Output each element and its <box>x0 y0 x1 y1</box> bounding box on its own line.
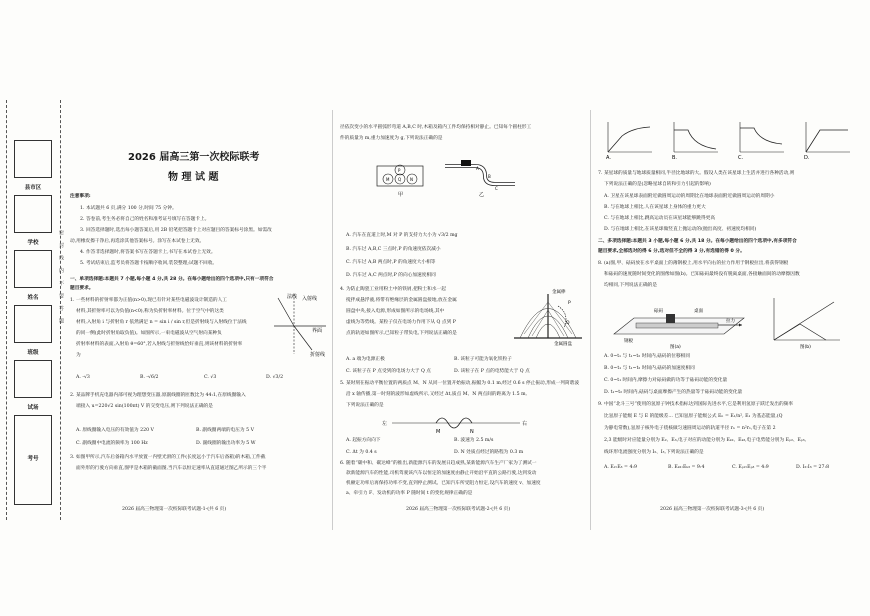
section-1-heading-cont: 题目要求。 <box>70 286 94 291</box>
q3-option-d[interactable]: D. 汽车过 A,C 两点时,P 的向心加速度相同 <box>346 273 436 278</box>
q9-option-b[interactable]: B. Eₖ₂:Eₖ₃ = 9:4 <box>668 465 705 470</box>
q8-line: 和砝码的速度随时间变化的图像如图(b)。已知砝码最终没有脱离桌面,各接触面间的动摩擦因数 <box>604 272 800 277</box>
q4-figure <box>510 284 585 346</box>
q1-option-d[interactable]: D. √3/2 <box>266 375 284 380</box>
q3-fig-label: N <box>410 177 413 182</box>
q8-option-a[interactable]: A. 0~t₁ 与 t₁~t₂ 时间内,砝码的位移相同 <box>604 354 691 359</box>
q1-option-a[interactable]: A. -√3 <box>76 375 90 380</box>
q7-option-b[interactable]: B. 与在地球上相比,人在该星球上身体的重力更大 <box>604 205 706 210</box>
notes-item: 动,用橡皮擦干净后,再选涂其他答案标号。涂写在本试卷上无效。 <box>70 239 205 244</box>
q1-line: 折射率材料的表面,入射角 θ=60°,若入射线与折射线恰好垂直,则该材料的折射率 <box>76 342 243 347</box>
column-divider <box>332 110 333 530</box>
q3-line: 径依次变小的水平圆弧形弯道 A,B,C 时,木箱及箱内工件均保持相对静止。已知每个圆柱形工 <box>340 125 532 130</box>
q4-fig-label: 金属棒 <box>552 290 566 295</box>
q3-fig-label: 乙 <box>479 192 485 198</box>
q4-option-a[interactable]: A. a 端为电源正极 <box>346 357 385 362</box>
q3-fig-label: B <box>488 174 491 179</box>
q6-line: 6. 随着“碳中和、碳达峰”的推出,新能源汽车的发展日趋成熟,某新能源汽车生产厂家为了测试一 <box>340 461 537 466</box>
q9-option-a[interactable]: A. E₂:E₃ = 4:9 <box>604 465 637 470</box>
q3-line: 3. 如图甲所示,汽车后备箱内水平放置一内壁光滑的工件(长度远小于汽车后备箱)的木箱,工件截 <box>70 455 266 460</box>
q6-option-a[interactable]: A. <box>606 155 611 160</box>
q9-line: 比氢原子能级 E 与 E 的能级差... 已知氢原子能级公式 Eₙ = E₁/n², E₁ 为基态能量,(Q <box>604 414 783 419</box>
q8-fig-label: 图(a) <box>670 345 681 350</box>
q5-option-b[interactable]: B. 波速为 2.5 m/s <box>454 438 494 443</box>
q2-option-c[interactable]: C. 副线圈中电流的频率为 100 Hz <box>76 441 148 446</box>
q6-graphs <box>598 118 858 160</box>
section-2-heading-cont: 题目要求,全部选对的得 6 分,选对但不全的得 3 分,有选错的得 0 分。 <box>598 249 745 254</box>
q1-option-b[interactable]: B. -√6/2 <box>140 375 159 380</box>
field-label-exam-no: 考号 <box>27 456 39 462</box>
section-2-heading: 二、多项选择题:本题共 3 小题,每小题 6 分,共 18 分。在每小题给出的四个选项中,有多项符合 <box>598 239 797 244</box>
q3-fig-label: A <box>476 166 479 171</box>
field-label-class: 班级 <box>27 350 39 356</box>
field-box-county <box>14 140 52 178</box>
q8-option-c[interactable]: C. 0~t₁ 时间内,摩擦力对砝码做的功等于砝码动能的变化量 <box>604 378 728 383</box>
notes-item: 3. 回答选择题时,选出每小题答案后,用 2B 铅笔把答题卡上对应题目的答案标号涂黑。如需改 <box>80 228 272 233</box>
field-box-school <box>14 195 52 233</box>
section-1-heading: 一、单项选择题:本题共 7 小题,每小题 4 分,共 28 分。在每小题给出的四个选项中,只有一项符合 <box>70 277 274 282</box>
q4-line: 圆盘中央,接入电源,形成如图所示的电场线,其中 <box>346 309 445 314</box>
q1-fig-label: 折射线 <box>310 352 326 358</box>
field-box-room <box>14 360 52 398</box>
q3-fig-label: 甲 <box>398 192 404 198</box>
q2-option-b[interactable]: B. 副线圈两端的电压为 5 V <box>196 428 254 433</box>
q3-line: 件的质量为 m,重力加速度为 g,下列说法正确的是 <box>340 136 443 141</box>
q1-figure <box>272 290 328 358</box>
q7-line: 7. 某星球的质量与地球质量相同,半径比地球的大。假设人类在该星球上生活并进行各种活动,则 <box>598 171 795 176</box>
q3-figure <box>375 146 525 206</box>
q1-line: 的同一侧(此时折射角取负值)。如图所示,一束电磁波从空气射向某种负 <box>76 331 222 336</box>
q3-fig-label: M <box>386 177 390 182</box>
exam-subtitle: 物 理 试 题 <box>168 172 219 183</box>
q4-line: 点的轨迹如图所示,已知粒子带负电,下列说法正确的是 <box>346 331 457 336</box>
q8-line: 8. (a)图,甲、砝码放在水平桌面上的薄钢板上,用水平向右的拉力作用于钢板拉出,将获得钢板 <box>598 261 789 266</box>
seal-text: 密 封 线 内 不 要 答 题 <box>58 230 64 327</box>
q4-line: 虚线为等势线。某粒子仅在电场力作用下从 Q 点到 P <box>346 320 456 325</box>
q6-line: a、牵引力 F、发动机的功率 P 随时间 t 的变化规律正确的是 <box>346 491 473 496</box>
notes-heading: 注意事项: <box>70 194 91 199</box>
q8-option-d[interactable]: D. t₁~t₂ 时间内,砝码与桌面摩擦产生的热量等于砝码动能的变化量 <box>604 390 743 395</box>
page-footer: 2026 届高三物理第一次校际联考试题-1-(共 6 页) <box>122 507 227 512</box>
q7-option-a[interactable]: A. 卫星在该星球表面附近做圆周运动的周期比在地球表面附近做圆周运动的周期小 <box>604 194 775 199</box>
q1-line: 材料,其折射率可以为负值(n<0),称为负折射率材料。位于空气中的这类 <box>76 309 224 314</box>
page-footer: 2026 届高三物理第一次校际联考试题-2-(共 6 页) <box>406 507 511 512</box>
field-label-county: 县市区 <box>24 185 42 191</box>
notes-item: 5. 考试结束后,监考员将答题卡按顺序收回,装袋整理;试题不回收。 <box>80 261 218 266</box>
dash-line-left <box>6 100 7 520</box>
q9-line: 9. 中国“北斗三号”使用的氢原子钟技术指标达到国际先进水平,它是利用氢原子跃迁发出的频率 <box>598 402 794 407</box>
notes-item: 1. 本试题共 6 页,满分 100 分,时间 75 分钟。 <box>80 206 177 211</box>
q3-line: 面外形的行驶方向垂直,图甲是木箱的截面图,当汽车以恒定速率从直道通过图乙所示的三个半 <box>76 466 267 471</box>
q1-option-c[interactable]: C. √3 <box>204 375 217 380</box>
q2-line: 端接入 u=220√2 sin(100πt) V 的交变电压,则下列说法正确的是 <box>76 404 213 409</box>
q4-fig-label: Q <box>566 321 570 326</box>
q5-fig-label: 左 <box>382 421 388 427</box>
q6-option-c[interactable]: C. <box>738 155 744 160</box>
notes-item: 2. 答卷前,考生务必将自己的姓名和准考证号填写在答题卡上。 <box>80 217 210 222</box>
q7-line: 下列说法正确的是(忽略星球自转和引力引起的影响) <box>604 182 711 187</box>
q4-line: 搅拌成悬浮液,将带有绝缘层的金属圆盘接地,放在金属 <box>346 298 457 303</box>
q2-option-a[interactable]: A. 原线圈输入电压的有效值为 220 V <box>76 428 154 433</box>
q6-graph-c <box>738 122 784 160</box>
q5-line: 下列说法正确的是 <box>346 403 384 408</box>
q1-fig-label: 入射线 <box>302 296 318 302</box>
q5-fig-label: N <box>470 429 474 435</box>
q1-line: 1. 一些材料的折射率都为正值(n>0),现已有针对某些电磁波设计制造的人工 <box>70 298 227 303</box>
q5-fig-label: 右 <box>522 421 528 427</box>
q3-fig-label: C <box>495 186 498 191</box>
q9-line: 2,3 能级时对应能量分别为 E₂、E₃,电子对应的动能分别为 Eₖ₂、Eₖ₃,电子电势能分别为 Eₚ₂、Eₚ₃, <box>604 438 807 443</box>
q3-option-c[interactable]: C. 汽车过 A,B 两点时,P 的角速度大小相等 <box>346 260 436 265</box>
q5-figure <box>380 410 530 436</box>
q2-option-d[interactable]: D. 副线圈的输出功率为 5 W <box>196 441 256 446</box>
q1-line: 材料,入射角 i 与折射角 r 依然满足 n = sin i / sin r,但是折射线与入射线位于法线 <box>76 320 247 325</box>
q4-fig-label: 金属圆盘 <box>554 342 572 346</box>
q3-option-b[interactable]: B. 汽车过 A,B,C 三点时,P 的角速度依次减小 <box>346 247 441 252</box>
q6-graph-b <box>672 122 718 160</box>
q7-option-d[interactable]: D. 与在地球上相比,在该星球做竖直上抛运动的(抛出高度、初速度均相同) <box>604 227 757 232</box>
q1-line: 为 <box>76 353 81 358</box>
q9-line: 线环形电流强度分别为 I₂、I₃,下列说法正确的是 <box>604 450 704 455</box>
q5-option-a[interactable]: A. 起振方向向下 <box>346 438 381 443</box>
q5-fig-label: M <box>436 429 441 435</box>
q6-graph-d <box>804 122 850 160</box>
q4-option-c[interactable]: C. 该粒子在 P 点受到的电场力大于 Q 点 <box>346 369 431 374</box>
field-label-room: 试场 <box>27 405 39 411</box>
field-box-class <box>14 305 52 343</box>
q8-fig-label: 桌面 <box>694 309 703 314</box>
q3-fig-label: Q <box>398 177 402 182</box>
q9-option-d[interactable]: D. I₂:I₃ = 27:8 <box>796 465 830 470</box>
q5-line: 5. 某时刻在振动平衡位置的两质点 M、N 从同一位置开始振动,振幅为 0.1 m,经过 0.6 s 停止振动,形成一列简谐波 <box>340 381 580 386</box>
q6-option-b[interactable]: B. <box>672 155 678 160</box>
field-label-school: 学校 <box>27 240 39 246</box>
q3-fig-label: P <box>398 168 401 173</box>
column-divider <box>590 110 591 530</box>
q8-fig-label: 钢板 <box>624 339 633 344</box>
q4-fig-label: P <box>568 301 571 306</box>
q9-line: 为静电常数),氢原子核外电子绕核做匀速圆周运动的轨道半径 rₙ = n²r₁,电子在第 2 <box>604 426 776 431</box>
q8-option-b[interactable]: B. 0~t₁ 与 t₁~t₂ 时间内,砝码的加速度相同 <box>604 366 695 371</box>
q8-fig-label: 砝码 <box>654 309 663 314</box>
q8-figure <box>604 294 854 350</box>
q4-line: 4. 为防止陶瓷工业用粉土中的铁屑,把粉土和水一起 <box>340 287 446 292</box>
q2-line: 2. 某品牌手机充电器内部可视为理想变压器,原副线圈的匝数比为 44:1,在原线圈输入 <box>70 393 246 398</box>
q4-option-d[interactable]: D. 该粒子在 P 点的电势能大于 Q 点 <box>454 369 530 374</box>
q6-option-d[interactable]: D. <box>804 155 810 160</box>
q8-line: 均相同,下列说法正确的是 <box>604 283 658 288</box>
q6-graph-a <box>606 122 652 160</box>
notes-item: 4. 作答非选择题时,将答案书写在答题卡上,书写在本试卷上无效。 <box>80 250 216 255</box>
q3-option-a[interactable]: A. 汽车在直道上时,M 对 P 的支持力大小为 √3/2 mg <box>346 233 458 238</box>
q5-line: 沿 x 轴传播,第一时刻的波形如虚线所示,又经过 Δt,质点 M、N 两点间的距离为 1.5 m, <box>346 392 528 397</box>
q8-fig-label: 图(b) <box>800 345 811 350</box>
field-label-name: 姓名 <box>27 295 39 301</box>
q6-line: 机额定功率后再保持功率不变,直到停止测试。已知汽车所受阻力恒定,设汽车的速度 v、加速度 <box>346 481 541 486</box>
q1-fig-label: 法线 <box>287 294 298 300</box>
q6-line: 款新能源汽车的性能,司机驾驶该汽车以恒定的加速度由静止开始沿平直的公路行驶,达到发动 <box>346 471 537 476</box>
q4-option-b[interactable]: B. 该粒子可能为氧化铁粒子 <box>454 357 512 362</box>
q5-option-c[interactable]: C. Δt 为 0.4 s <box>346 450 377 455</box>
field-box-name <box>14 250 52 288</box>
q8-fig-label: 拉力 <box>726 319 735 324</box>
q9-option-c[interactable]: C. Eₚ₂:Eₚ₃ = 4:9 <box>732 465 769 470</box>
q5-option-d[interactable]: D. N 处质点经过的路程为 0.3 m <box>454 450 524 455</box>
q7-option-c[interactable]: C. 与在地球上相比,跳高运动员在该星球能够跳得更高 <box>604 216 716 221</box>
page-footer: 2026 届高三物理第一次校际联考试题-3-(共 6 页) <box>660 507 765 512</box>
q1-fig-label: 界面 <box>312 328 323 334</box>
exam-title: 2026 届高三第一次校际联考 <box>128 152 260 163</box>
